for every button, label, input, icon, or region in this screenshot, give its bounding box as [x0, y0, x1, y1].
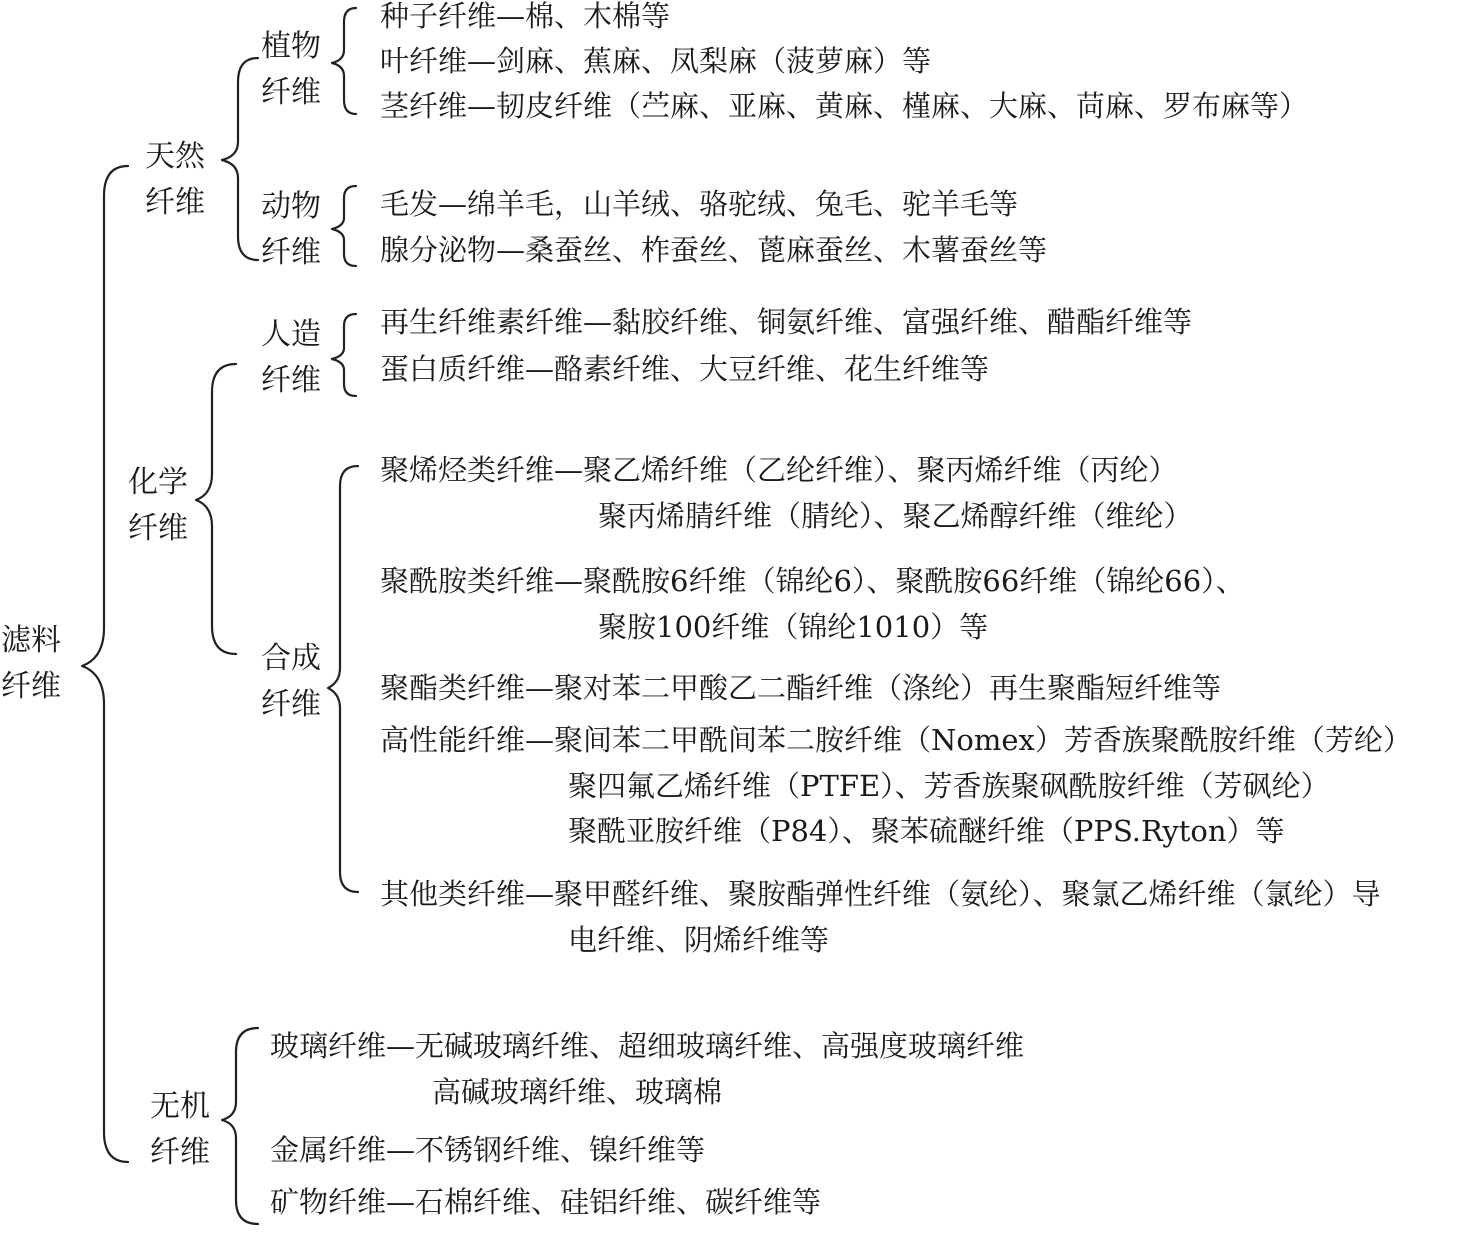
root-label: 滤料 纤维 [1, 623, 61, 704]
other-line-1: 其他类纤维—聚甲醛纤维、聚胺酯弹性纤维（氨纶）、聚氯乙烯纤维（氯纶）导 [380, 877, 1381, 911]
other-line-2: 电纤维、阴烯纤维等 [568, 923, 830, 957]
manmade-item-cellulose: 再生纤维素纤维—黏胶纤维、铜氨纤维、富强纤维、醋酯纤维等 [380, 305, 1193, 339]
polyolefin-line-2: 聚丙烯腈纤维（腈纶）、聚乙烯醇纤维（维纶） [598, 499, 1193, 533]
manmade-brace [332, 314, 356, 396]
high-performance-line-3: 聚酰亚胺纤维（P84）、聚苯硫醚纤维（PPS.Ryton）等 [568, 814, 1285, 848]
inorganic-label: 无机 纤维 [150, 1089, 210, 1170]
plant-brace [332, 8, 356, 114]
natural-label: 天然 纤维 [145, 139, 205, 220]
chemical-label: 化学 纤维 [128, 465, 188, 546]
polyolefin-line-1: 聚烯烃类纤维—聚乙烯纤维（乙纶纤维）、聚丙烯纤维（丙纶） [380, 453, 1178, 487]
inorganic-brace [222, 1028, 258, 1224]
plant-item-seed: 种子纤维—棉、木棉等 [380, 0, 671, 33]
chemical-brace [196, 364, 236, 654]
high-performance-line-2: 聚四氟乙烯纤维（PTFE）、芳香族聚砜酰胺纤维（芳砜纶） [568, 769, 1330, 803]
manmade-item-protein: 蛋白质纤维—酪素纤维、大豆纤维、花生纤维等 [380, 352, 990, 386]
animal-label: 动物 纤维 [261, 189, 321, 270]
plant-item-stem: 茎纤维—韧皮纤维（苎麻、亚麻、黄麻、槿麻、大麻、苘麻、罗布麻等） [380, 89, 1309, 123]
synthetic-brace [328, 466, 358, 892]
manmade-label: 人造 纤维 [261, 317, 321, 398]
metal-line-1: 金属纤维—不锈钢纤维、镍纤维等 [270, 1133, 706, 1167]
polyester-line-1: 聚酯类纤维—聚对苯二甲酸乙二酯纤维（涤纶）再生聚酯短纤维等 [380, 671, 1222, 705]
animal-item-hair: 毛发—绵羊毛，山羊绒、骆驼绒、兔毛、驼羊毛等 [380, 187, 1019, 221]
natural-brace [222, 58, 258, 260]
synthetic-label: 合成 纤维 [261, 641, 321, 722]
animal-brace [332, 186, 356, 266]
polyamide-line-2: 聚胺100纤维（锦纶1010）等 [598, 610, 989, 644]
mineral-line-1: 矿物纤维—石棉纤维、硅铝纤维、碳纤维等 [270, 1185, 822, 1219]
polyamide-line-1: 聚酰胺类纤维—聚酰胺6纤维（锦纶6）、聚酰胺66纤维（锦纶66）、 [380, 564, 1245, 598]
high-performance-line-1: 高性能纤维—聚间苯二甲酰间苯二胺纤维（Nomex）芳香族聚酰胺纤维（芳纶） [380, 723, 1412, 757]
root-brace [82, 166, 128, 1162]
plant-label: 植物 纤维 [261, 29, 321, 110]
plant-item-leaf: 叶纤维—剑麻、蕉麻、凤梨麻（菠萝麻）等 [380, 44, 932, 78]
glass-line-2: 高碱玻璃纤维、玻璃棉 [432, 1075, 723, 1109]
glass-line-1: 玻璃纤维—无碱玻璃纤维、超细玻璃纤维、高强度玻璃纤维 [270, 1029, 1025, 1063]
animal-item-gland: 腺分泌物—桑蚕丝、柞蚕丝、蓖麻蚕丝、木薯蚕丝等 [380, 233, 1048, 267]
